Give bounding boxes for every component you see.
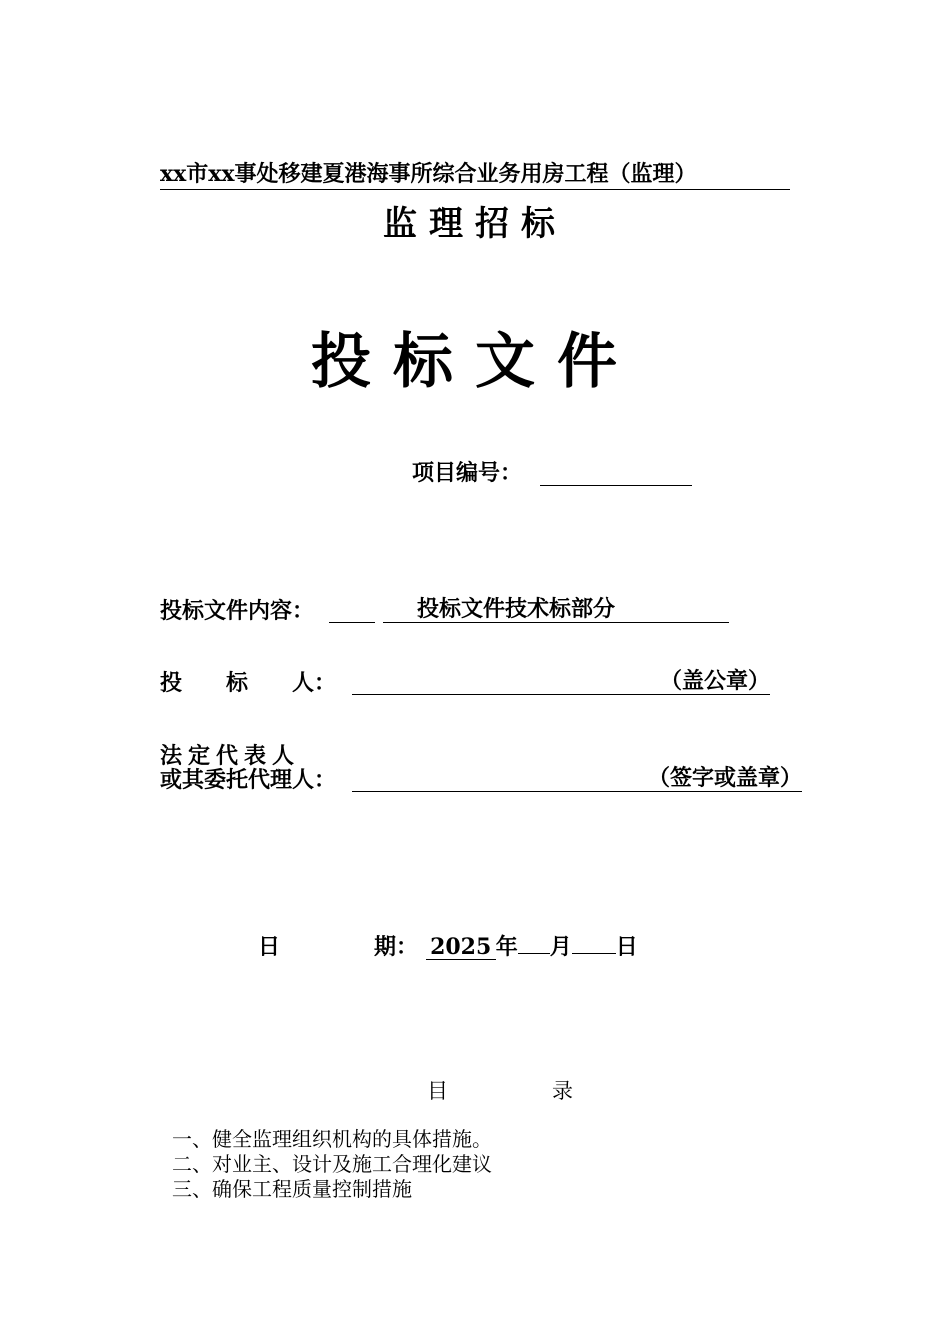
document-title: 投标文件 (311, 327, 639, 397)
date-row (258, 932, 638, 962)
content-blank (329, 622, 375, 623)
rep-signature-line (352, 765, 802, 792)
date-month-blank (518, 953, 550, 954)
date-year-unit: 年 (495, 934, 518, 960)
content-label: 投标文件内容： (160, 598, 315, 624)
date-month-unit: 月 (549, 934, 572, 960)
date-day-unit: 日 (615, 934, 638, 960)
project-title: xx市xx事处移建夏港海事所综合业务用房工程（监理） (160, 160, 790, 190)
bidder-label-b: 标 (226, 670, 249, 696)
date-label-b: 期： (374, 934, 419, 960)
toc-title-b: 录 (552, 1079, 573, 1103)
legal-rep-label: 法定代表人 (160, 743, 301, 769)
toc-title (427, 1077, 573, 1105)
bidder-signature-line (352, 668, 770, 695)
document-subtitle: 监理招标 (383, 204, 567, 244)
date-year: 2025 (426, 935, 496, 960)
toc-item: 二、对业主、设计及施工合理化建议 (172, 1152, 492, 1176)
date-label-a: 日 (258, 934, 281, 960)
agent-label: 或其委托代理人： (160, 767, 337, 793)
bidder-seal-note: （盖公章） (659, 668, 770, 694)
toc-title-a: 目 (427, 1079, 448, 1103)
project-number-label: 项目编号： (412, 460, 523, 486)
bidder-label (160, 668, 336, 698)
bidder-label-c: 人： (292, 670, 337, 696)
toc-item: 一、健全监理组织机构的具体措施。 (172, 1127, 492, 1151)
bidder-label-a: 投 (160, 670, 183, 696)
date-day-blank (572, 953, 616, 954)
rep-signature-note: （签字或盖章） (647, 765, 802, 791)
project-number-blank (540, 485, 692, 486)
content-value: 投标文件技术标部分 (383, 596, 729, 623)
toc-item: 三、确保工程质量控制措施 (172, 1177, 412, 1201)
